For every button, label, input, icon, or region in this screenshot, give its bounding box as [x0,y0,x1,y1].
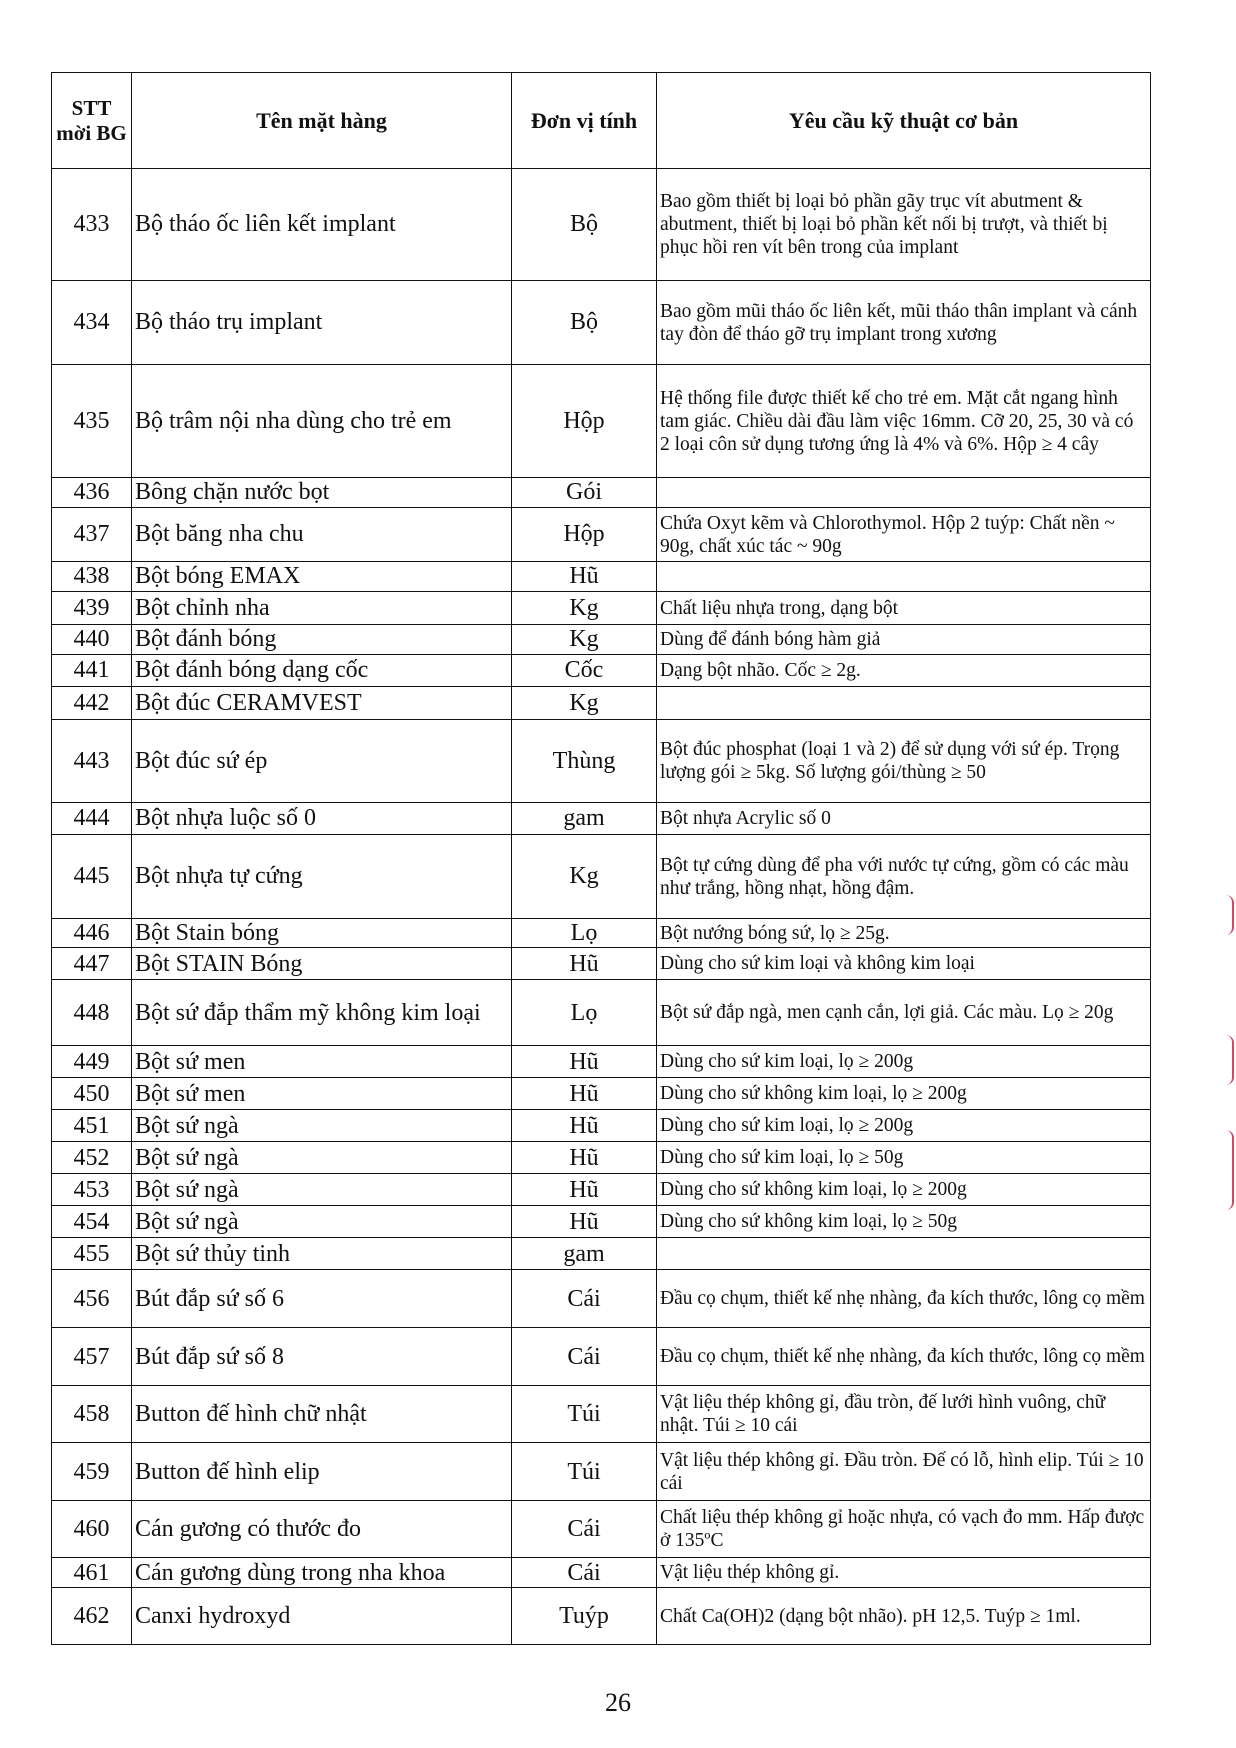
cell-requirements: Vật liệu thép không gỉ. [657,1558,1151,1588]
cell-stt: 462 [52,1588,132,1645]
cell-unit: Hũ [512,562,657,592]
cell-unit: Hũ [512,1046,657,1078]
cell-item-name: Bút đắp sứ số 6 [132,1270,512,1328]
cell-stt: 461 [52,1558,132,1588]
cell-item-name: Bột sứ men [132,1046,512,1078]
table-row [52,1206,1151,1238]
cell-item-name: Button đế hình chữ nhật [132,1386,512,1443]
cell-requirements: Dùng cho sứ không kim loại, lọ ≥ 50g [657,1206,1151,1238]
table-body [52,169,1151,1645]
items-table [51,72,1151,1645]
cell-unit: Cái [512,1270,657,1328]
cell-stt: 434 [52,281,132,365]
cell-requirements: Dùng cho sứ kim loại, lọ ≥ 200g [657,1046,1151,1078]
table-row [52,169,1151,281]
cell-requirements: Dùng cho sứ kim loại, lọ ≥ 50g [657,1142,1151,1174]
cell-stt: 439 [52,592,132,625]
table-row [52,365,1151,478]
cell-item-name: Bột sứ ngà [132,1174,512,1206]
cell-stt: 454 [52,1206,132,1238]
table-row [52,1270,1151,1328]
cell-unit: Kg [512,625,657,655]
cell-unit: Tuýp [512,1588,657,1645]
cell-unit: Cái [512,1558,657,1588]
cell-stt: 451 [52,1110,132,1142]
cell-item-name: Bột nhựa tự cứng [132,835,512,919]
cell-unit: Hộp [512,365,657,478]
table-row [52,835,1151,919]
table-row [52,508,1151,562]
cell-item-name: Bột băng nha chu [132,508,512,562]
cell-unit: Thùng [512,720,657,803]
cell-item-name: Canxi hydroxyd [132,1588,512,1645]
table-row [52,281,1151,365]
cell-requirements: Dùng để đánh bóng hàm giả [657,625,1151,655]
cell-unit: Lọ [512,919,657,948]
cell-stt: 433 [52,169,132,281]
header-requirements: Yêu cầu kỹ thuật cơ bản [657,73,1151,169]
cell-item-name: Bút đắp sứ số 8 [132,1328,512,1386]
stamp-edge-mark [1226,895,1234,935]
cell-unit: Kg [512,835,657,919]
page-number: 26 [605,1688,631,1717]
cell-requirements [657,562,1151,592]
cell-requirements: Vật liệu thép không gỉ. Đầu tròn. Đế có lỗ, hình elip. Túi ≥ 10 cái [657,1443,1151,1501]
cell-stt: 438 [52,562,132,592]
cell-stt: 456 [52,1270,132,1328]
cell-unit: Kg [512,592,657,625]
cell-stt: 436 [52,478,132,508]
table-header-row [52,73,1151,169]
cell-item-name: Button đế hình elip [132,1443,512,1501]
table-row [52,1386,1151,1443]
cell-unit: Hộp [512,508,657,562]
table-row [52,803,1151,835]
table-row [52,1558,1151,1588]
cell-requirements: Dùng cho sứ không kim loại, lọ ≥ 200g [657,1078,1151,1110]
cell-item-name: Bột đúc sứ ép [132,720,512,803]
cell-requirements: Bột đúc phosphat (loại 1 và 2) để sử dụng với sứ ép. Trọng lượng gói ≥ 5kg. Số lượng gói/thùng ≥ 50 [657,720,1151,803]
cell-requirements [657,1238,1151,1270]
table-row [52,478,1151,508]
cell-requirements: Chất liệu nhựa trong, dạng bột [657,592,1151,625]
table-row [52,919,1151,948]
cell-requirements: Đầu cọ chụm, thiết kế nhẹ nhàng, đa kích thước, lông cọ mềm [657,1270,1151,1328]
cell-item-name: Bột sứ đắp thẩm mỹ không kim loại [132,980,512,1046]
cell-requirements: Bột sứ đắp ngà, men cạnh cắn, lợi giả. Các màu. Lọ ≥ 20g [657,980,1151,1046]
cell-item-name: Bột đánh bóng [132,625,512,655]
cell-requirements: Bao gồm thiết bị loại bỏ phần gãy trục vít abutment & abutment, thiết bị loại bỏ phần kết nối bị trượt, và thiết bị phục hồi ren vít bên trong của implant [657,169,1151,281]
cell-stt: 452 [52,1142,132,1174]
cell-item-name: Bột sứ men [132,1078,512,1110]
cell-item-name: Bột đúc CERAMVEST [132,687,512,720]
cell-stt: 449 [52,1046,132,1078]
table-row [52,980,1151,1046]
cell-item-name: Bột sứ ngà [132,1142,512,1174]
cell-stt: 445 [52,835,132,919]
cell-unit: Túi [512,1443,657,1501]
cell-item-name: Bột sứ thủy tinh [132,1238,512,1270]
cell-item-name: Bộ trâm nội nha dùng cho trẻ em [132,365,512,478]
table-row [52,592,1151,625]
cell-requirements: Dùng cho sứ không kim loại, lọ ≥ 200g [657,1174,1151,1206]
cell-stt: 453 [52,1174,132,1206]
cell-requirements: Bao gồm mũi tháo ốc liên kết, mũi tháo thân implant và cánh tay đòn để tháo gỡ trụ implant trong xương [657,281,1151,365]
cell-unit: Hũ [512,948,657,980]
table-row [52,1328,1151,1386]
table-row [52,687,1151,720]
table-row [52,1443,1151,1501]
cell-requirements: Vật liệu thép không gỉ, đầu tròn, đế lưới hình vuông, chữ nhật. Túi ≥ 10 cái [657,1386,1151,1443]
cell-unit: Cái [512,1501,657,1558]
cell-unit: Cái [512,1328,657,1386]
cell-requirements [657,687,1151,720]
cell-unit: Hũ [512,1142,657,1174]
header-stt: STT mời BG [52,73,132,169]
cell-stt: 447 [52,948,132,980]
cell-unit: Bộ [512,169,657,281]
cell-unit: Hũ [512,1206,657,1238]
cell-item-name: Bột sứ ngà [132,1110,512,1142]
table-row [52,1078,1151,1110]
cell-stt: 455 [52,1238,132,1270]
cell-item-name: Bột nhựa luộc số 0 [132,803,512,835]
cell-item-name: Bột đánh bóng dạng cốc [132,655,512,687]
cell-unit: Gói [512,478,657,508]
cell-item-name: Bộ tháo ốc liên kết implant [132,169,512,281]
cell-stt: 442 [52,687,132,720]
header-unit: Đơn vị tính [512,73,657,169]
cell-stt: 444 [52,803,132,835]
table-row [52,655,1151,687]
cell-unit: Hũ [512,1174,657,1206]
cell-requirements: Hệ thống file được thiết kế cho trẻ em. Mặt cắt ngang hình tam giác. Chiều dài đầu làm việc 16mm. Cỡ 20, 25, 30 và có 2 loại côn sử dụng tương ứng là 4% và 6%. Hộp ≥ 4 cây [657,365,1151,478]
cell-item-name: Bột chỉnh nha [132,592,512,625]
cell-unit: gam [512,803,657,835]
table-row [52,1174,1151,1206]
cell-unit: gam [512,1238,657,1270]
cell-requirements: Chất liệu thép không gỉ hoặc nhựa, có vạch đo mm. Hấp được ở 135ºC [657,1501,1151,1558]
cell-stt: 460 [52,1501,132,1558]
table-row [52,1110,1151,1142]
cell-requirements: Dạng bột nhão. Cốc ≥ 2g. [657,655,1151,687]
cell-requirements: Chất Ca(OH)2 (dạng bột nhão). pH 12,5. Tuýp ≥ 1ml. [657,1588,1151,1645]
cell-stt: 457 [52,1328,132,1386]
cell-unit: Cốc [512,655,657,687]
cell-stt: 446 [52,919,132,948]
stamp-edge-mark [1226,1130,1234,1210]
cell-requirements: Bột nướng bóng sứ, lọ ≥ 25g. [657,919,1151,948]
table-row [52,720,1151,803]
cell-requirements: Đầu cọ chụm, thiết kế nhẹ nhàng, đa kích thước, lông cọ mềm [657,1328,1151,1386]
cell-stt: 440 [52,625,132,655]
cell-stt: 441 [52,655,132,687]
cell-item-name: Bột sứ ngà [132,1206,512,1238]
cell-requirements: Chứa Oxyt kẽm và Chlorothymol. Hộp 2 tuýp: Chất nền ~ 90g, chất xúc tác ~ 90g [657,508,1151,562]
cell-stt: 435 [52,365,132,478]
cell-stt: 450 [52,1078,132,1110]
table-row [52,625,1151,655]
table-row [52,1238,1151,1270]
cell-requirements: Bột nhựa Acrylic số 0 [657,803,1151,835]
cell-unit: Hũ [512,1110,657,1142]
cell-stt: 458 [52,1386,132,1443]
cell-item-name: Bộ tháo trụ implant [132,281,512,365]
cell-requirements: Dùng cho sứ kim loại và không kim loại [657,948,1151,980]
table-row [52,562,1151,592]
cell-unit: Lọ [512,980,657,1046]
cell-item-name: Cán gương dùng trong nha khoa [132,1558,512,1588]
table-row [52,1142,1151,1174]
cell-item-name: Bột Stain bóng [132,919,512,948]
cell-stt: 448 [52,980,132,1046]
cell-unit: Túi [512,1386,657,1443]
table-row [52,1588,1151,1645]
cell-item-name: Bột STAIN Bóng [132,948,512,980]
table-row [52,948,1151,980]
cell-requirements: Dùng cho sứ kim loại, lọ ≥ 200g [657,1110,1151,1142]
cell-stt: 437 [52,508,132,562]
cell-stt: 443 [52,720,132,803]
table-row [52,1501,1151,1558]
cell-requirements: Bột tự cứng dùng để pha với nước tự cứng, gồm có các màu như trắng, hồng nhạt, hồng đậm. [657,835,1151,919]
cell-unit: Hũ [512,1078,657,1110]
table-row [52,1046,1151,1078]
cell-unit: Kg [512,687,657,720]
cell-item-name: Bông chặn nước bọt [132,478,512,508]
cell-item-name: Bột bóng EMAX [132,562,512,592]
cell-item-name: Cán gương có thước đo [132,1501,512,1558]
cell-requirements [657,478,1151,508]
stamp-edge-mark [1226,1035,1234,1085]
header-name: Tên mặt hàng [132,73,512,169]
cell-stt: 459 [52,1443,132,1501]
cell-unit: Bộ [512,281,657,365]
